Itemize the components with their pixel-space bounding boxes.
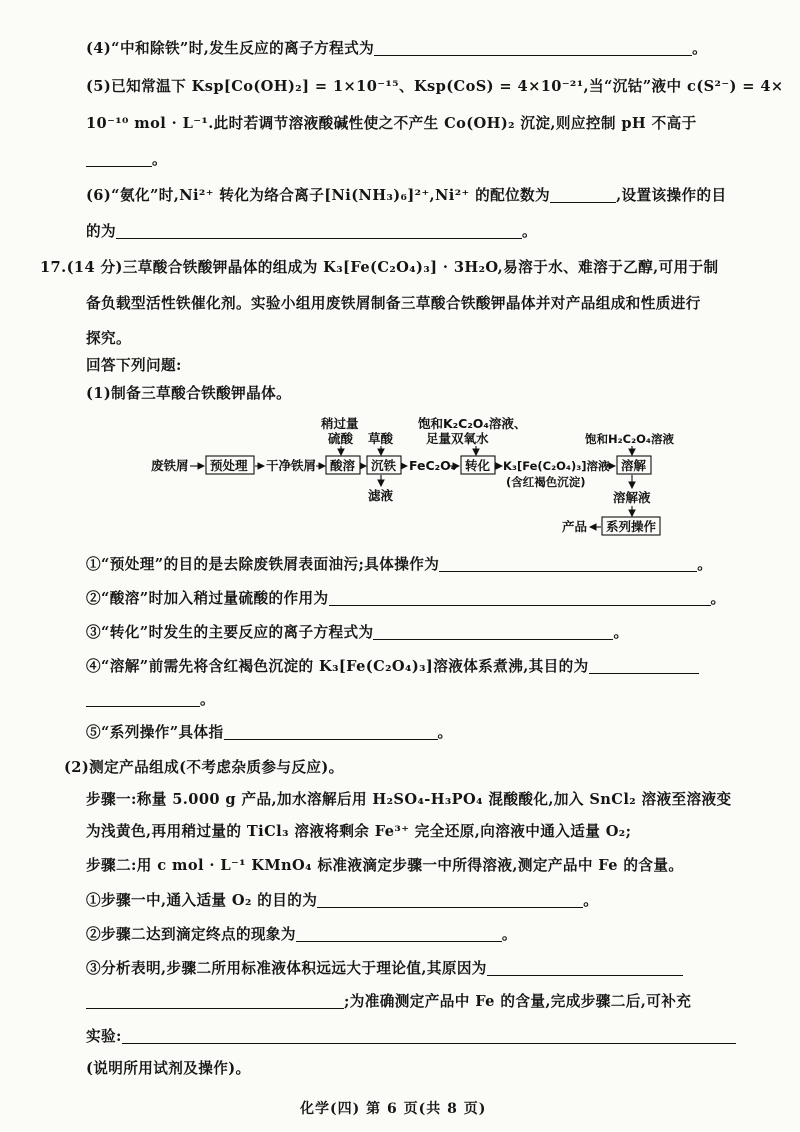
answer-blank[interactable] bbox=[116, 223, 522, 239]
flow-start: 废铁屑 bbox=[151, 458, 189, 473]
part1-item5-text: ⑤“系列操作”具体指 bbox=[86, 724, 224, 741]
q16-item6-line1 bbox=[86, 186, 727, 206]
q17-intro-line1: 17.(14 分)三草酸合铁酸钾晶体的组成为 K₃[Fe(C₂O₄)₃] · 3H₂O,易溶于水、难溶于乙醇,可用于制 bbox=[40, 259, 719, 276]
part1-item4-line2 bbox=[86, 690, 215, 710]
q17-intro-line2: 备负载型活性铁催化剂。实验小组用废铁屑制备三草酸合铁酸钾晶体并对产品组成和性质进行 bbox=[86, 295, 701, 312]
oxalic-label: 草酸 bbox=[368, 431, 394, 446]
acid-dissolve-label: 酸溶 bbox=[330, 458, 356, 473]
answer-blank[interactable] bbox=[589, 658, 699, 674]
q16-item4-text: (4)“中和除铁”时,发生反应的离子方程式为 bbox=[86, 40, 375, 57]
dissolve-label: 溶解 bbox=[621, 458, 647, 473]
part2-item1 bbox=[86, 891, 598, 911]
q16-item6-text: (6)“氨化”时,Ni²⁺ 转化为络合离子[Ni(NH₃)₆]²⁺,Ni²⁺ 的配位数为 bbox=[86, 187, 551, 204]
answer-blank[interactable] bbox=[439, 556, 697, 572]
convert-label: 转化 bbox=[465, 458, 491, 473]
series-op-label: 系列操作 bbox=[606, 519, 657, 534]
step1-line2: 为浅黄色,再用稍过量的 TiCl₃ 溶液将剩余 Fe³⁺ 完全还原,向溶液中通入适量 O₂; bbox=[86, 823, 632, 840]
pretreat-label: 预处理 bbox=[210, 458, 248, 473]
q16-item6-end: 。 bbox=[522, 223, 537, 240]
answer-blank[interactable] bbox=[86, 151, 152, 167]
part2-item3-mid: ;为准确测定产品中 Fe 的含量,完成步骤二后,可补充 bbox=[344, 993, 692, 1010]
step2-line: 步骤二:用 c mol · L⁻¹ KMnO₄ 标准液滴定步骤一中所得溶液,测定产品中 Fe 的含量。 bbox=[86, 857, 684, 874]
part1-item1-text: ①“预处理”的目的是去除废铁屑表面油污;具体操作为 bbox=[86, 556, 440, 573]
q16-item5-line2: 10⁻¹⁰ mol · L⁻¹.此时若调节溶液酸碱性使之不产生 Co(OH)₂ 沉淀,则应控制 pH 不高于 bbox=[86, 115, 697, 132]
conv-reagent-2: 足量双氧水 bbox=[426, 431, 489, 446]
conv-reagent-1: 饱和K₂C₂O₄溶液、 bbox=[418, 416, 527, 431]
dissolve-reagent-label: 饱和H₂C₂O₄溶液 bbox=[585, 432, 674, 446]
acid-reagent-1: 稍过量 bbox=[321, 416, 359, 431]
answer-blank[interactable] bbox=[122, 1028, 736, 1044]
step1-line1: 步骤一:称量 5.000 g 产品,加水溶解后用 H₂SO₄-H₃PO₄ 混酸酸化,加入 SnCl₂ 溶液至溶液变 bbox=[86, 791, 732, 808]
acid-reagent-2: 硫酸 bbox=[328, 431, 354, 446]
precipitate-label: 沉铁 bbox=[371, 458, 397, 473]
q16-item4-end: 。 bbox=[692, 40, 708, 57]
answer-blank[interactable] bbox=[329, 590, 711, 606]
answer-blank[interactable] bbox=[374, 40, 692, 56]
filtrate-label: 滤液 bbox=[368, 488, 394, 503]
answer-prompt: 回答下列问题: bbox=[86, 357, 182, 374]
answer-blank[interactable] bbox=[487, 960, 683, 976]
part2-item2 bbox=[86, 925, 517, 945]
part1-item1-end: 。 bbox=[697, 556, 713, 573]
answer-blank[interactable] bbox=[550, 187, 616, 203]
part2-item1-text: ①步骤一中,通入适量 O₂ 的目的为 bbox=[86, 892, 318, 909]
q16-item6-text-3: 的为 bbox=[86, 223, 116, 240]
answer-blank[interactable] bbox=[224, 724, 438, 740]
part1-item5-end: 。 bbox=[437, 724, 453, 741]
part1-title: (1)制备三草酸合铁酸钾晶体。 bbox=[86, 385, 292, 402]
part2-item3-line2 bbox=[86, 992, 691, 1012]
part2-item3-line3 bbox=[86, 1027, 736, 1047]
part2-item1-end: 。 bbox=[583, 892, 599, 909]
q17-intro-line3: 探究。 bbox=[86, 330, 131, 347]
part1-item3-end: 。 bbox=[613, 624, 629, 641]
product-solution-label: K₃[Fe(C₂O₄)₃]溶液 bbox=[503, 459, 610, 473]
product-label: 产品 bbox=[562, 519, 588, 534]
clean-iron-label: 干净铁屑 bbox=[266, 458, 317, 473]
part1-item4-end: 。 bbox=[200, 691, 215, 708]
fec2o4-label: FeC₂O₄ bbox=[409, 458, 457, 473]
product-note-label: (含红褐色沉淀) bbox=[506, 475, 586, 489]
part1-item4-line1 bbox=[86, 657, 699, 677]
part1-item2-text: ②“酸溶”时加入稍过量硫酸的作用为 bbox=[86, 590, 329, 607]
part2-item2-text: ②步骤二达到滴定终点的现象为 bbox=[86, 926, 296, 943]
part1-item3 bbox=[86, 623, 628, 643]
part1-item4-text: ④“溶解”前需先将含红褐色沉淀的 K₃[Fe(C₂O₄)₃]溶液体系煮沸,其目的为 bbox=[86, 658, 589, 675]
answer-blank[interactable] bbox=[86, 993, 344, 1009]
part2-item3-line1 bbox=[86, 959, 683, 979]
process-flowchart bbox=[0, 412, 800, 552]
part1-item3-text: ③“转化”时发生的主要反应的离子方程式为 bbox=[86, 624, 374, 641]
q16-item5-line3 bbox=[86, 150, 167, 170]
part1-item2 bbox=[86, 589, 726, 609]
q16-item6-text-2: ,设置该操作的目 bbox=[616, 187, 727, 204]
part2-title: (2)测定产品组成(不考虑杂质参与反应)。 bbox=[64, 759, 344, 776]
answer-blank[interactable] bbox=[317, 892, 583, 908]
part2-item3-text: ③分析表明,步骤二所用标准液体积远远大于理论值,其原因为 bbox=[86, 960, 487, 977]
part1-item5 bbox=[86, 723, 453, 743]
experiment-label: 实验: bbox=[86, 1028, 122, 1045]
part1-item2-end: 。 bbox=[710, 590, 726, 607]
note-line: (说明所用试剂及操作)。 bbox=[86, 1060, 251, 1077]
answer-blank[interactable] bbox=[373, 624, 613, 640]
q16-item6-line2 bbox=[86, 222, 537, 242]
answer-blank[interactable] bbox=[296, 926, 502, 942]
page-footer: 化学(四) 第 6 页(共 8 页) bbox=[300, 1101, 487, 1117]
q16-item4 bbox=[86, 39, 707, 59]
part2-item2-end: 。 bbox=[501, 926, 517, 943]
q16-item5-end: 。 bbox=[152, 151, 167, 168]
dissolved-liquid-label: 溶解液 bbox=[613, 490, 651, 505]
part1-item1 bbox=[86, 555, 712, 575]
q16-item5-line1: (5)已知常温下 Ksp[Co(OH)₂] = 1×10⁻¹⁵、Ksp(CoS) = 4×10⁻²¹,当“沉钴”液中 c(S²⁻) = 4× bbox=[86, 78, 784, 95]
answer-blank[interactable] bbox=[86, 691, 200, 707]
